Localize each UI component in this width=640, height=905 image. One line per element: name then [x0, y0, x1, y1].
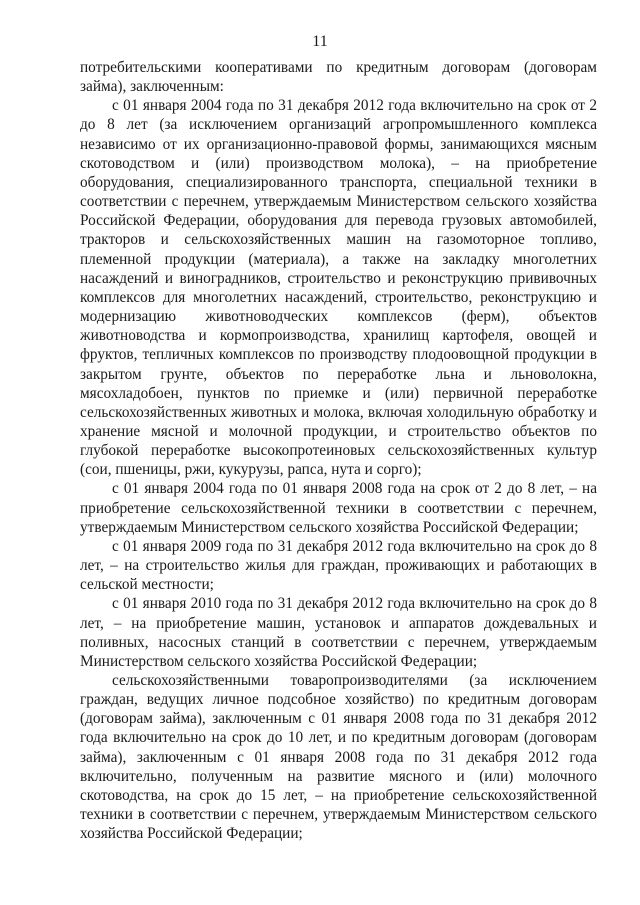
document-body: [80, 58, 597, 843]
paragraph-intro: потребительскими кооперативами по кредитным договорам (договорам займа), заключенным:: [80, 59, 597, 96]
paragraph-term-2009-2012: с 01 января 2009 года по 31 декабря 2012 года включительно на срок до 8 лет, – на строительство жилья для граждан, проживающих и работающих в сельской местности;: [80, 537, 597, 594]
paragraph-term-2004-2012: с 01 января 2004 года по 31 декабря 2012 года включительно на срок от 2 до 8 лет (за исключением организаций агропромышленного комплекса независимо от их организационно-правовой формы, занимающихся мясным скотоводством и (или) производством молока), – на приобретение оборудования, специализированного транспорта, специальной техники в соответствии с перечнем, утверждаемым Министерством сельского хозяйства Российской Федерации, оборудования для перевода грузовых автомобилей, тракторов и сельскохозяйственных машин на газомоторное топливо, племенной продукции (материала), а также на закладку многолетних насаждений и виноградников, строительство и реконструкцию прививочных комплексов для многолетних насаждений, строительство, реконструкцию и модернизацию животноводческих комплексов (ферм), объектов животноводства и кормопроизводства, хранилищ картофеля, овощей и фруктов, тепличных комплексов по производству плодоовощной продукции в закрытом грунте, объектов по переработке льна и льноволокна, мясохладобоен, пунктов по приемке и (или) первичной переработке сельскохозяйственных животных и молока, включая холодильную обработку и хранение мясной и молочной продукции, и строительство объектов по глубокой переработке высокопротеиновых сельскохозяйственных культур (сои, пшеницы, ржи, кукурузы, рапса, нута и сорго);: [80, 97, 597, 479]
paragraph-term-2010-2012: с 01 января 2010 года по 31 декабря 2012 года включительно на срок до 8 лет, – на приобретение машин, установок и аппаратов дождевальных и поливных, насосных станций в соответствии с перечнем, утверждаемым Министерством сельского хозяйства Российской Федерации;: [80, 595, 597, 670]
paragraph-term-2004-2008: с 01 января 2004 года по 01 января 2008 года на срок от 2 до 8 лет, – на приобретение сельскохозяйственной техники в соответствии с перечнем, утверждаемым Министерством сельского хозяйства Российской Федерации;: [80, 480, 597, 536]
paragraph-agricultural-producers: сельскохозяйственными товаропроизводителями (за исключением граждан, ведущих личное подсобное хозяйство) по кредитным договорам (договорам займа), заключенным с 01 января 2008 года по 31 декабря 2012 года включительно на срок до 10 лет, и по кредитным договорам (договорам займа), заключенным с 01 января 2008 года по 31 декабря 2012 года включительно, полученным на развитие мясного и (или) молочного скотоводства, на срок до 15 лет, – на приобретение сельскохозяйственной техники в соответствии с перечнем, утверждаемым Министерством сельского хозяйства Российской Федерации;: [80, 672, 597, 843]
page-number: 11: [312, 33, 328, 50]
